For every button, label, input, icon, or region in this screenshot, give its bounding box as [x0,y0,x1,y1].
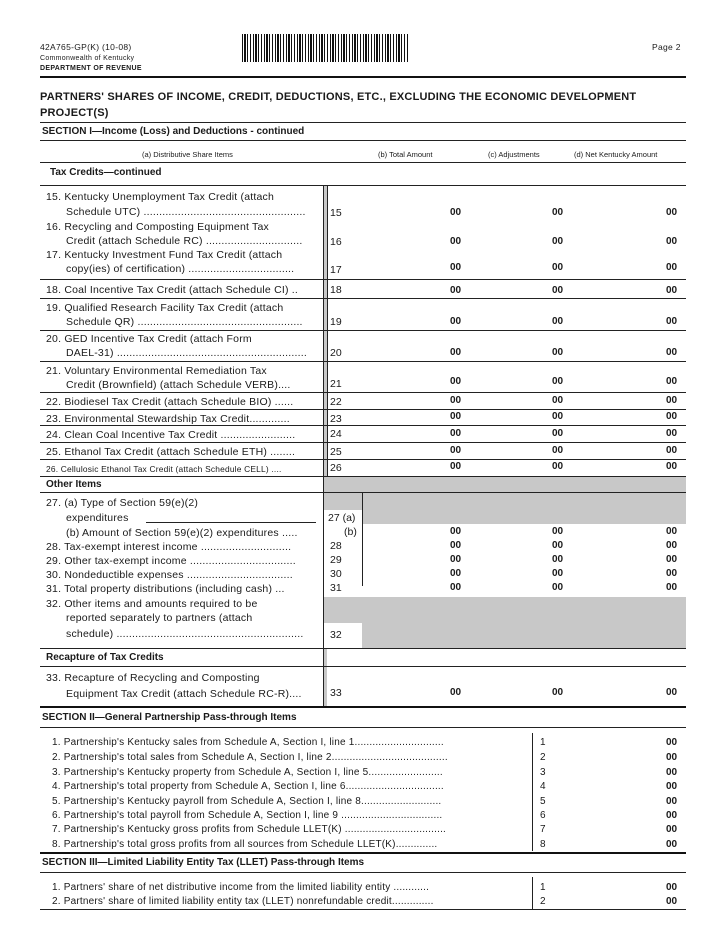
line-18-adj-cents[interactable]: 00 [552,285,564,296]
s2-line-3-number: 3 [540,767,546,778]
line-22-adj-cents[interactable]: 00 [552,395,564,406]
line-27a-number: 27 (a) [328,512,356,524]
line-18-net-cents[interactable]: 00 [666,285,678,296]
line-31-net-cents[interactable]: 00 [666,582,678,593]
line-26-adj-cents[interactable]: 00 [552,461,564,472]
line-31-number: 31 [330,582,342,594]
gray-block [362,493,686,524]
line-32-label-cont2: schedule) ............................................................ [66,628,304,640]
s2-line-6-number: 6 [540,810,546,821]
col-divider [323,477,324,706]
s2-line-2-label: 2. Partnership's total sales from Schedule A, Section I, line 2....................................... [52,752,448,763]
line-23-total-cents[interactable]: 00 [450,411,462,422]
line-15-total-cents[interactable]: 00 [450,207,462,218]
col-divider [532,877,533,909]
line-33-label-cont: Equipment Tax Credit (attach Schedule RC-R).... [66,688,302,700]
rule [40,648,686,649]
line-33-label: 33. Recapture of Recycling and Composting [46,672,260,684]
gray-block [323,493,362,510]
s3-line-1-number: 1 [540,882,546,893]
line-24-number: 24 [330,428,342,440]
line-23-label: 23. Environmental Stewardship Tax Credit............. [46,413,290,425]
line-27a-input[interactable] [146,522,316,523]
col-header-c: (c) Adjustments [488,150,540,159]
s3-line-2-number: 2 [540,896,546,907]
section3-title: SECTION III—Limited Liability Entity Tax (LLET) Pass-through Items [42,857,365,868]
line-32-label: 32. Other items and amounts required to be [46,598,258,610]
line-27a-label: 27. (a) Type of Section 59(e)(2) [46,497,199,509]
recapture-title: Recapture of Tax Credits [46,652,164,663]
section-rule [40,706,686,708]
line-33-total-cents[interactable]: 00 [450,687,462,698]
line-28-number: 28 [330,540,342,552]
line-30-label: 30. Nondeductible expenses .................................. [46,569,293,581]
col-header-b: (b) Total Amount [378,150,433,159]
line-22-number: 22 [330,396,342,408]
line-17-net-cents[interactable]: 00 [666,262,678,273]
line-16-adj-cents[interactable]: 00 [552,236,564,247]
line-26-net-cents[interactable]: 00 [666,461,678,472]
gray-block [362,623,686,648]
s2-line-4-cents[interactable]: 00 [666,781,678,792]
line-25-number: 25 [330,446,342,458]
line-25-label: 25. Ethanol Tax Credit (attach Schedule ETH) ........ [46,446,296,458]
line-15-label-cont: Schedule UTC) .................................................... [66,206,306,218]
col-divider [532,733,533,851]
line-21-net-cents[interactable]: 00 [666,376,678,387]
line-27b-net-cents[interactable]: 00 [666,526,678,537]
rule [40,666,686,667]
line-27b-number: (b) [344,526,357,538]
line-29-label: 29. Other tax-exempt income .................................. [46,555,296,567]
s2-line-4-number: 4 [540,781,546,792]
rule [40,425,686,426]
line-30-total-cents[interactable]: 00 [450,568,462,579]
line-17-total-cents[interactable]: 00 [450,262,462,273]
line-15-number: 15 [330,207,342,219]
line-21-number: 21 [330,378,342,390]
line-17-label: 17. Kentucky Investment Fund Tax Credit (attach [46,249,283,261]
col-divider [362,493,363,586]
line-29-total-cents[interactable]: 00 [450,554,462,565]
line-20-net-cents[interactable]: 00 [666,347,678,358]
line-19-adj-cents[interactable]: 00 [552,316,564,327]
rule [40,298,686,299]
line-33-net-cents[interactable]: 00 [666,687,678,698]
line-28-net-cents[interactable]: 00 [666,540,678,551]
line-15-label: 15. Kentucky Unemployment Tax Credit (attach [46,191,275,203]
s2-line-2-number: 2 [540,752,546,763]
s2-line-5-number: 5 [540,796,546,807]
line-29-net-cents[interactable]: 00 [666,554,678,565]
line-24-net-cents[interactable]: 00 [666,428,678,439]
rule [40,872,686,873]
line-19-total-cents[interactable]: 00 [450,316,462,327]
line-17-label-cont: copy(ies) of certification) .................................. [66,263,295,275]
s2-line-2-cents[interactable]: 00 [666,752,678,763]
line-19-label-cont: Schedule QR) ..................................................... [66,316,303,328]
s2-line-6-label: 6. Partnership's total payroll from Schedule A, Section I, line 9 .................................. [52,810,443,821]
line-20-total-cents[interactable]: 00 [450,347,462,358]
gray-block [323,597,686,623]
line-22-total-cents[interactable]: 00 [450,395,462,406]
line-18-label: 18. Coal Incentive Tax Credit (attach Schedule CI) .. [46,284,299,296]
line-30-adj-cents[interactable]: 00 [552,568,564,579]
s2-line-8-number: 8 [540,839,546,850]
s3-line-2-label: 2. Partners' share of limited liability entity tax (LLET) nonrefundable credit.............. [52,896,434,907]
line-16-number: 16 [330,236,342,248]
line-18-total-cents[interactable]: 00 [450,285,462,296]
line-32-label-cont: reported separately to partners (attach [66,612,253,624]
line-21-adj-cents[interactable]: 00 [552,376,564,387]
s2-line-3-label: 3. Partnership's Kentucky property from Schedule A, Section I, line 5......................... [52,767,443,778]
line-17-number: 17 [330,264,342,276]
state-name: Commonwealth of Kentucky [40,55,135,62]
col-divider [327,186,328,476]
line-20-number: 20 [330,347,342,359]
line-24-adj-cents[interactable]: 00 [552,428,564,439]
s2-line-7-number: 7 [540,824,546,835]
line-25-adj-cents[interactable]: 00 [552,445,564,456]
s2-line-1-label: 1. Partnership's Kentucky sales from Schedule A, Section I, line 1.............................. [52,737,444,748]
rule [40,279,686,280]
line-24-label: 24. Clean Coal Incentive Tax Credit ........................ [46,429,296,441]
page-title: PARTNERS' SHARES OF INCOME, CREDIT, DEDUCTIONS, ETC., EXCLUDING THE ECONOMIC DEVELOPMENT [40,91,637,103]
col-header-d: (d) Net Kentucky Amount [574,150,658,159]
line-32-number: 32 [330,629,342,641]
line-18-number: 18 [330,284,342,296]
col-header-a: (a) Distributive Share Items [142,150,233,159]
line-31-adj-cents[interactable]: 00 [552,582,564,593]
rule [40,442,686,443]
line-16-label: 16. Recycling and Composting Equipment Tax [46,221,269,233]
s2-line-6-cents[interactable]: 00 [666,810,678,821]
line-20-adj-cents[interactable]: 00 [552,347,564,358]
s3-line-2-cents[interactable]: 00 [666,896,678,907]
line-28-adj-cents[interactable]: 00 [552,540,564,551]
s2-line-1-cents[interactable]: 00 [666,737,678,748]
gray-band [323,477,686,492]
page-title-cont: PROJECT(S) [40,107,109,119]
line-33-adj-cents[interactable]: 00 [552,687,564,698]
line-29-number: 29 [330,554,342,566]
form-id: 42A765-GP(K) (10-08) [40,42,132,52]
rule [40,409,686,410]
s2-line-8-label: 8. Partnership's total gross profits from all sources from Schedule LLET(K).............. [52,839,438,850]
line-27b-adj-cents[interactable]: 00 [552,526,564,537]
line-17-adj-cents[interactable]: 00 [552,262,564,273]
line-23-net-cents[interactable]: 00 [666,411,678,422]
line-30-number: 30 [330,568,342,580]
line-15-adj-cents[interactable]: 00 [552,207,564,218]
rule [40,392,686,393]
s2-line-4-label: 4. Partnership's total property from Schedule A, Section I, line 6................................. [52,781,444,792]
barcode [242,34,408,62]
s2-line-5-cents[interactable]: 00 [666,796,678,807]
line-26-number: 26 [330,462,342,474]
rule [40,330,686,331]
header-rule [40,76,686,78]
line-26-total-cents[interactable]: 00 [450,461,462,472]
line-19-net-cents[interactable]: 00 [666,316,678,327]
s2-line-3-cents[interactable]: 00 [666,767,678,778]
line-16-total-cents[interactable]: 00 [450,236,462,247]
line-16-label-cont: Credit (attach Schedule RC) ............................... [66,235,303,247]
rule [40,140,686,141]
line-33-number: 33 [330,687,342,699]
line-21-total-cents[interactable]: 00 [450,376,462,387]
line-22-label: 22. Biodiesel Tax Credit (attach Schedule BIO) ...... [46,396,294,408]
section-rule [40,852,686,854]
line-28-label: 28. Tax-exempt interest income ............................. [46,541,292,553]
col-divider [323,186,324,476]
line-21-label-cont: Credit (Brownfield) (attach Schedule VERB).... [66,379,291,391]
line-31-label: 31. Total property distributions (including cash) ... [46,583,285,595]
s2-line-1-number: 1 [540,737,546,748]
rule [40,361,686,362]
line-20-label-cont: DAEL-31) ............................................................. [66,347,307,359]
page-number: Page 2 [652,42,681,52]
section2-title: SECTION II—General Partnership Pass-through Items [42,712,297,723]
department: DEPARTMENT OF REVENUE [40,65,142,72]
line-23-number: 23 [330,413,342,425]
line-25-total-cents[interactable]: 00 [450,445,462,456]
line-16-net-cents[interactable]: 00 [666,236,678,247]
rule [40,727,686,728]
line-21-label: 21. Voluntary Environmental Remediation Tax [46,365,267,377]
other-items-title: Other Items [46,479,102,490]
rule [40,122,686,123]
s3-line-1-cents[interactable]: 00 [666,882,678,893]
line-15-net-cents[interactable]: 00 [666,207,678,218]
rule [40,459,686,460]
line-31-total-cents[interactable]: 00 [450,582,462,593]
s3-line-1-label: 1. Partners' share of net distributive income from the limited liability entity ............ [52,882,430,893]
s2-line-7-cents[interactable]: 00 [666,824,678,835]
s2-line-5-label: 5. Partnership's Kentucky payroll from Schedule A, Section I, line 8........................... [52,796,442,807]
line-28-total-cents[interactable]: 00 [450,540,462,551]
line-19-number: 19 [330,316,342,328]
line-19-label: 19. Qualified Research Facility Tax Credit (attach [46,302,284,314]
line-20-label: 20. GED Incentive Tax Credit (attach Form [46,333,252,345]
tax-credits-title: Tax Credits—continued [50,167,162,178]
line-23-adj-cents[interactable]: 00 [552,411,564,422]
line-24-total-cents[interactable]: 00 [450,428,462,439]
rule [40,185,686,186]
line-27a-label-cont: expenditures [66,512,129,524]
line-27b-label: (b) Amount of Section 59(e)(2) expenditures ..... [66,527,298,539]
line-22-net-cents[interactable]: 00 [666,395,678,406]
s2-line-7-label: 7. Partnership's Kentucky gross profits from Schedule LLET(K) .................................. [52,824,447,835]
line-26-label: 26. Cellulosic Ethanol Tax Credit (attach Schedule CELL) .... [46,464,282,474]
rule [40,162,686,163]
line-25-net-cents[interactable]: 00 [666,445,678,456]
line-27b-total-cents[interactable]: 00 [450,526,462,537]
section1-title: SECTION I—Income (Loss) and Deductions - continued [42,126,305,137]
rule [40,909,686,910]
line-29-adj-cents[interactable]: 00 [552,554,564,565]
line-30-net-cents[interactable]: 00 [666,568,678,579]
s2-line-8-cents[interactable]: 00 [666,839,678,850]
